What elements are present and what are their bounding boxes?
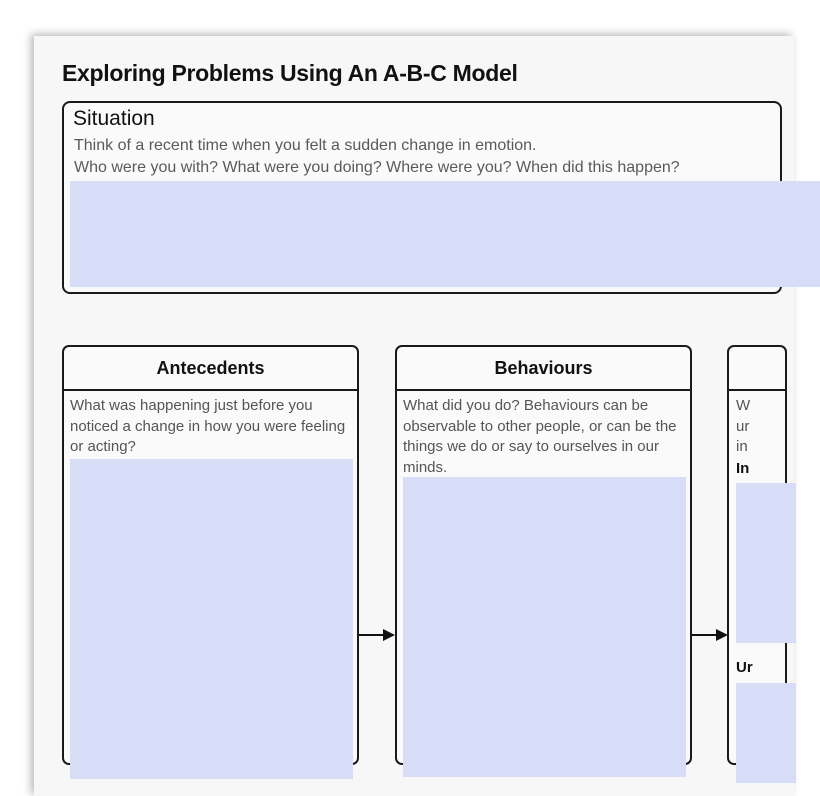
consequences-prompt-line: in xyxy=(736,438,748,455)
consequences-subheading-1: In xyxy=(736,460,750,477)
behaviours-box xyxy=(395,345,692,765)
consequences-prompt-line: ur xyxy=(736,417,750,435)
antecedents-answer-field[interactable] xyxy=(70,459,353,779)
situation-prompt-line-2: Who were you with? What were you doing? Where were you? When did this happen? xyxy=(74,159,680,176)
antecedents-box xyxy=(62,345,359,765)
situation-box xyxy=(62,101,782,294)
consequences-answer-field-2[interactable] xyxy=(736,683,796,783)
page-title: Exploring Problems Using An A-B-C Model xyxy=(62,60,518,86)
situation-heading: Situation xyxy=(73,107,155,130)
consequences-answer-field-1[interactable] xyxy=(736,483,796,643)
arrow-right-icon xyxy=(692,626,728,644)
situation-prompt-line-1: Think of a recent time when you felt a sudden change in emotion. xyxy=(74,137,537,154)
behaviours-prompt: What did you do? Behaviours can be observable to other people, or can be the things we do or say to ourselves in our minds. xyxy=(403,397,677,476)
consequences-box xyxy=(727,345,787,765)
consequences-prompt xyxy=(736,396,796,458)
arrow-right-icon xyxy=(359,626,395,644)
consequences-subheading-2: Ur xyxy=(736,659,753,676)
consequences-prompt-line: W xyxy=(736,397,751,414)
consequences-heading xyxy=(729,347,785,391)
situation-answer-field[interactable] xyxy=(70,181,820,287)
behaviours-answer-field[interactable] xyxy=(403,477,686,777)
antecedents-prompt: What was happening just before you noticed a change in how you were feeling or acting? xyxy=(70,397,346,455)
behaviours-heading: Behaviours xyxy=(397,347,690,391)
antecedents-heading: Antecedents xyxy=(64,347,357,391)
